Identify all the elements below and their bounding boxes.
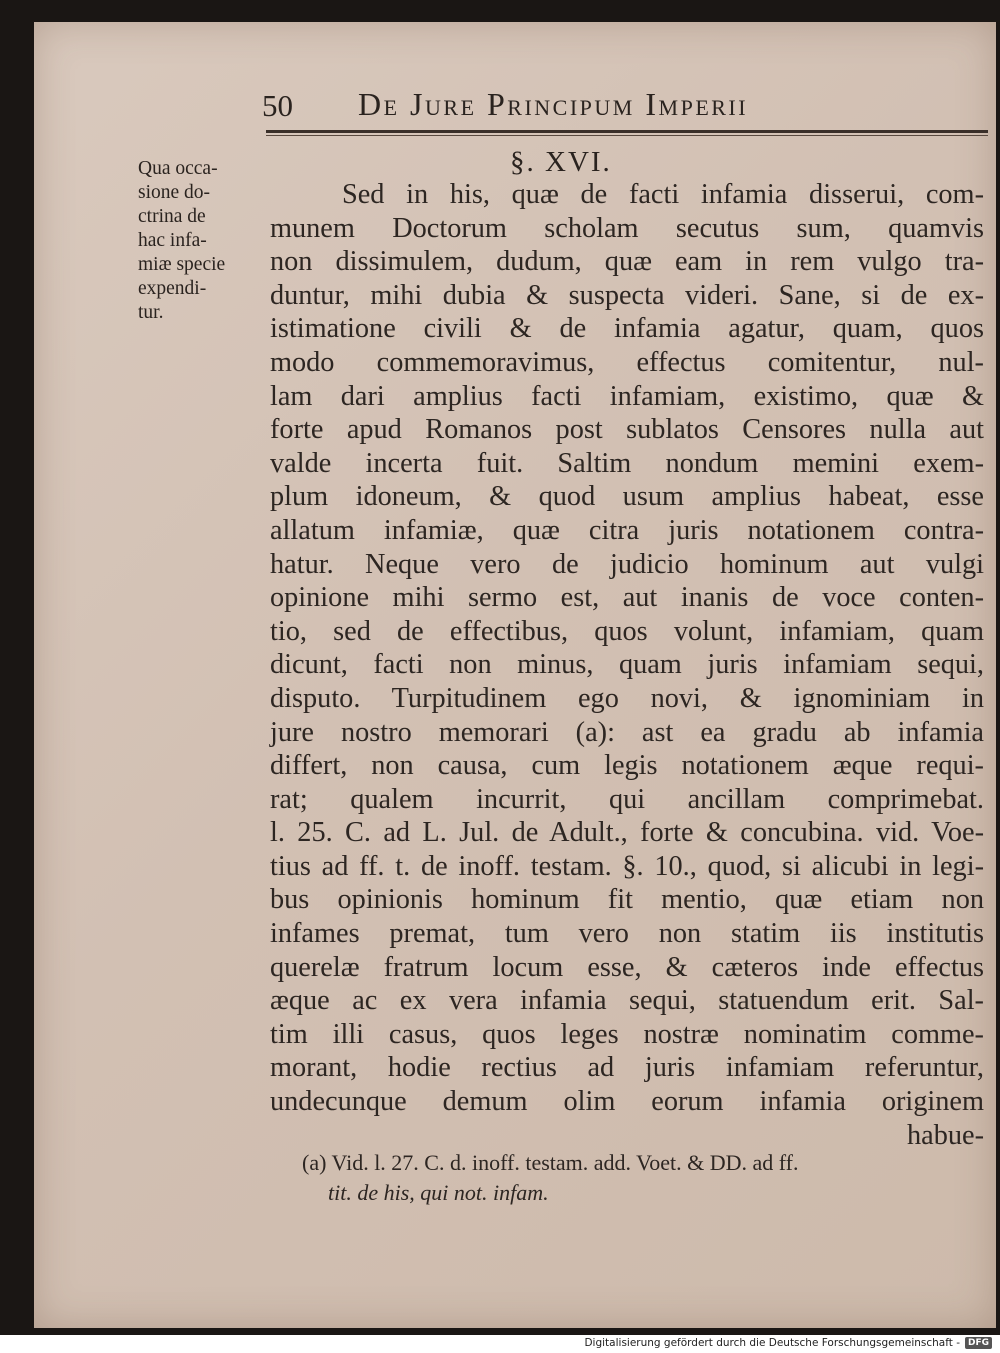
- body-line: differt, non causa, cum legis notationem æque requi-: [270, 750, 984, 782]
- margin-note-line: hac infa-: [138, 230, 207, 251]
- digitization-credit: [584, 1337, 992, 1349]
- margin-note-line: sione do-: [138, 182, 211, 203]
- body-line: duntur, mihi dubia & suspecta videri. Sane, si de ex-: [270, 279, 984, 311]
- body-line: forte apud Romanos post sublatos Censores nulla aut: [270, 414, 984, 446]
- body-line: valde incerta fuit. Saltim nondum memini exem-: [270, 447, 984, 479]
- body-line: Sed in his, quæ de facti infamia disserui, com-: [342, 179, 984, 210]
- margin-note-line: Qua occa-: [138, 158, 218, 179]
- body-text: [270, 178, 984, 1152]
- body-line: querelæ fratrum locum esse, & cæteros inde effectus: [270, 951, 984, 983]
- dfg-logo-icon: DFG: [965, 1337, 992, 1349]
- header-rule-thin: [266, 135, 988, 136]
- body-line: morant, hodie rectius ad juris infamiam referuntur,: [270, 1052, 984, 1084]
- body-line: opinione mihi sermo est, aut inanis de voce conten-: [270, 582, 984, 614]
- body-line: munem Doctorum scholam secutus sum, quamvis: [270, 212, 984, 244]
- body-line: jure nostro memorari (a): ast ea gradu ab infamia: [270, 716, 984, 748]
- body-line: dicunt, facti non minus, quam juris infamiam sequi,: [270, 649, 984, 681]
- body-line: l. 25. C. ad L. Jul. de Adult., forte & concubina. vid. Voe-: [270, 817, 984, 849]
- body-line: modo commemoravimus, effectus comitentur, nul-: [270, 346, 984, 378]
- body-line: allatum infamiæ, quæ citra juris notationem contra-: [270, 514, 984, 546]
- catchword: habue-: [907, 1119, 984, 1151]
- book-page: [34, 22, 996, 1328]
- body-line: bus opinionis hominum fit mentio, quæ etiam non: [270, 884, 984, 916]
- body-line: tio, sed de effectibus, quos volunt, infamiam, quam: [270, 615, 984, 647]
- margin-note-line: miæ specie: [138, 254, 226, 275]
- section-heading: §. XVI.: [510, 146, 612, 178]
- body-line: hatur. Neque vero de judicio hominum aut vulgi: [270, 548, 984, 580]
- footnote-line: (a) Vid. l. 27. C. d. inoff. testam. add. Voet. & DD. ad ff.: [302, 1150, 799, 1175]
- margin-note: [138, 157, 273, 325]
- margin-note-line: tur.: [138, 302, 164, 323]
- body-line: lam dari amplius facti infamiam, existimo, quæ &: [270, 380, 984, 412]
- running-head: De Jure Principum Imperii: [358, 86, 749, 122]
- body-line: disputo. Turpitudinem ego novi, & ignominiam in: [270, 682, 984, 714]
- body-line: æque ac ex vera infamia sequi, statuendum erit. Sal-: [270, 985, 984, 1017]
- body-line: non dissimulem, dudum, quæ eam in rem vulgo tra-: [270, 246, 984, 278]
- body-line: infames premat, tum vero non statim iis institutis: [270, 918, 984, 950]
- body-line: plum idoneum, & quod usum amplius habeat, esse: [270, 481, 984, 513]
- footnote-line: tit. de his, qui not. infam.: [328, 1180, 549, 1205]
- body-line: rat; qualem incurrit, qui ancillam comprimebat.: [270, 783, 984, 815]
- body-line: tim illi casus, quos leges nostræ nominatim comme-: [270, 1018, 984, 1050]
- header-rule: [266, 130, 988, 133]
- page-number: 50: [262, 88, 293, 123]
- margin-note-line: expendi-: [138, 278, 207, 299]
- margin-note-line: ctrina de: [138, 206, 206, 227]
- credit-text: Digitalisierung gefördert durch die Deutsche Forschungsgemeinschaft -: [584, 1337, 960, 1349]
- body-line: tius ad ff. t. de inoff. testam. §. 10., quod, si alicubi in legi-: [270, 850, 984, 882]
- body-line: undecunque demum olim eorum infamia originem: [270, 1086, 984, 1118]
- body-line: istimatione civili & de infamia agatur, quam, quos: [270, 313, 984, 345]
- footnote: [302, 1148, 982, 1208]
